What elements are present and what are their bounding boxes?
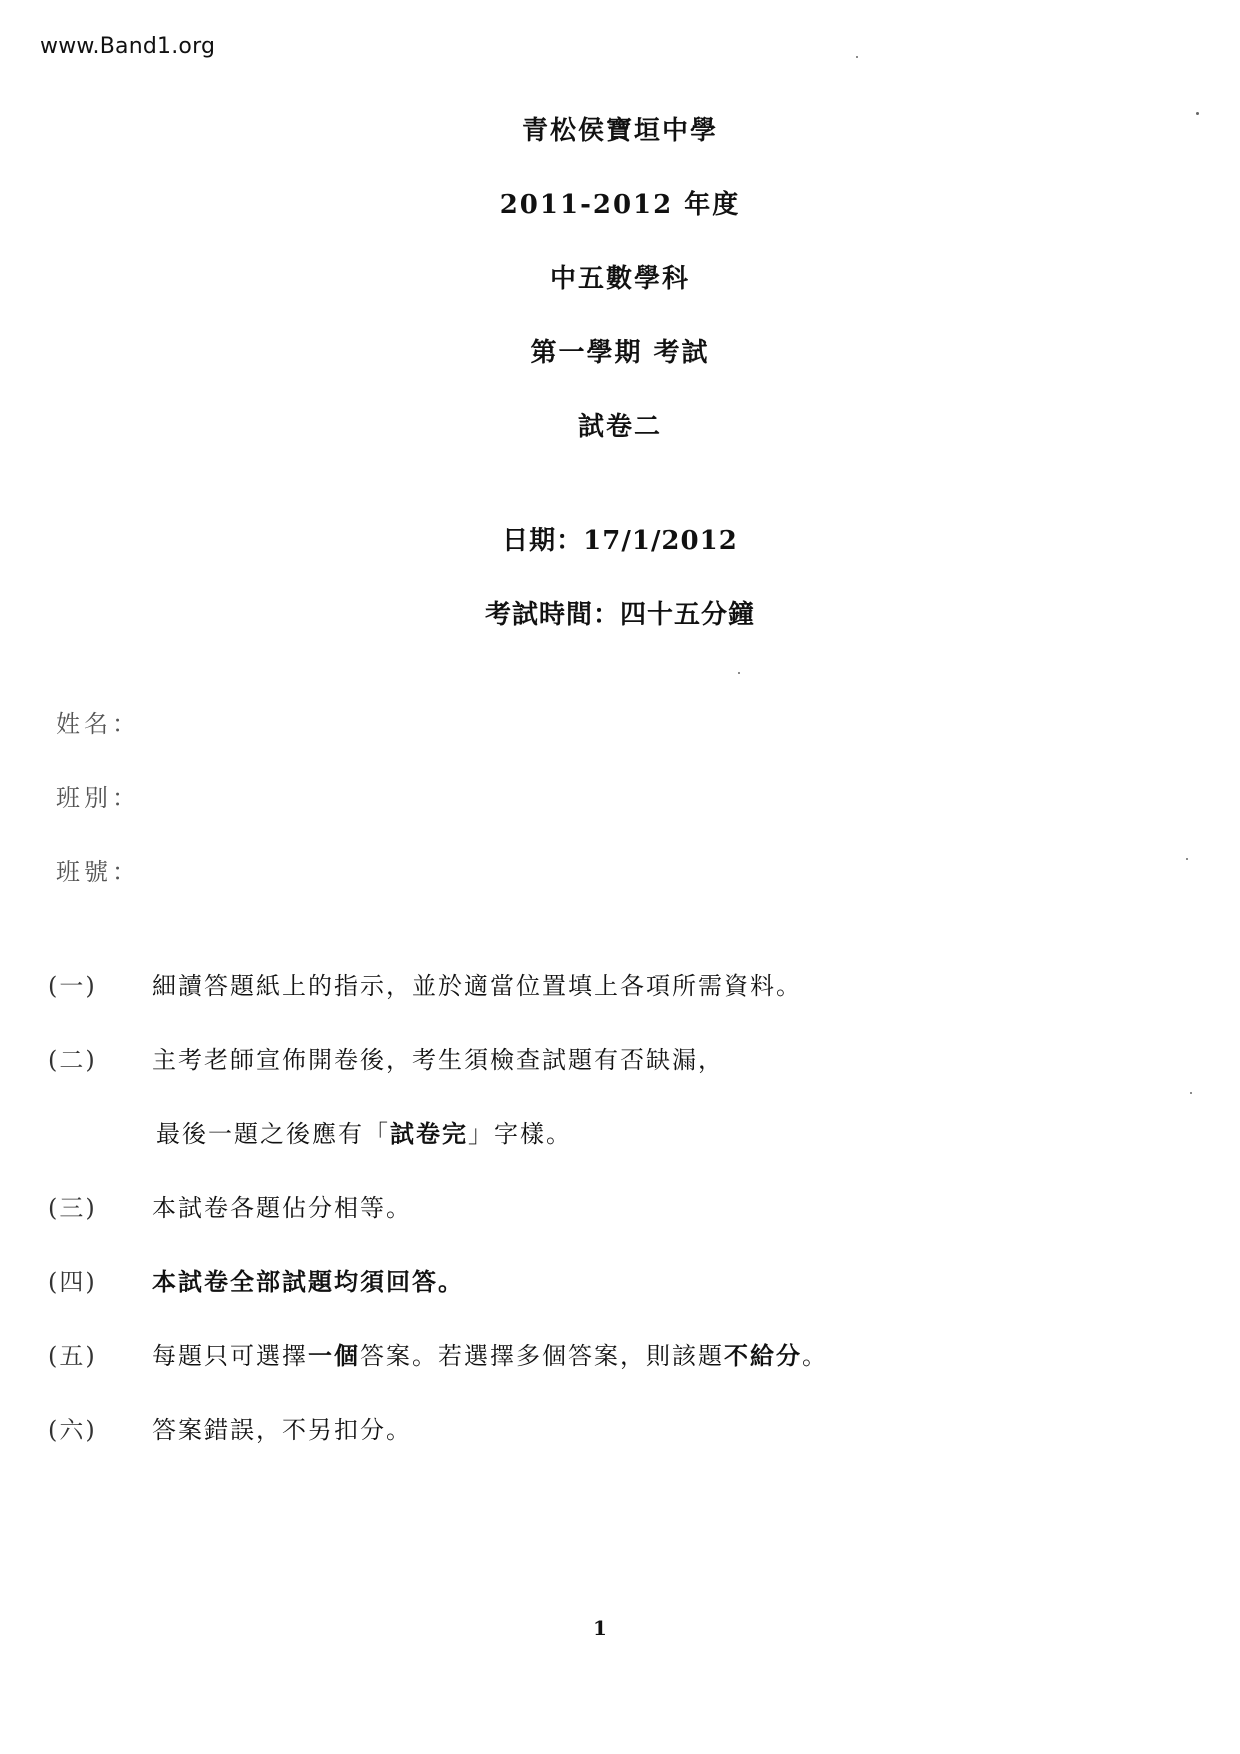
- instruction-text: 細讀答題紙上的指示，並於適當位置填上各項所需資料。: [152, 972, 802, 1000]
- scan-speck: [1196, 112, 1199, 115]
- instruction-text: 本試卷各題佔分相等。: [152, 1194, 412, 1222]
- instruction-6: [48, 1410, 412, 1445]
- instruction-text-part: 每題只可選擇: [152, 1342, 308, 1370]
- instruction-5: [48, 1336, 828, 1371]
- instruction-text-part: 。: [802, 1342, 828, 1370]
- instruction-text-bold: 不給分: [724, 1341, 802, 1370]
- instruction-number: (六): [48, 1416, 97, 1444]
- instruction-number: (二): [48, 1046, 97, 1074]
- page-number: 1: [593, 1616, 607, 1640]
- instruction-text-part: 答案。若選擇多個答案，則該題: [360, 1342, 724, 1370]
- paper-title: 試卷二: [577, 412, 662, 442]
- exam-term: 第一學期 考試: [530, 338, 710, 368]
- name-field-label: 姓名：: [56, 710, 140, 738]
- school-name: 青松侯寶垣中學: [521, 116, 718, 146]
- instruction-1: [48, 966, 802, 1001]
- instruction-text: 本試卷全部試題均須回答。: [152, 1267, 464, 1296]
- instruction-4: [48, 1262, 464, 1297]
- instruction-3: [48, 1188, 412, 1223]
- instruction-text-bold: 試卷完: [390, 1119, 468, 1148]
- instruction-number: (五): [48, 1342, 97, 1370]
- scan-speck: [1186, 858, 1188, 860]
- exam-date: 日期：17/1/2012: [502, 526, 738, 556]
- number-field-label: 班號：: [56, 858, 140, 886]
- instruction-number: (一): [48, 972, 97, 1000]
- instruction-number: (四): [48, 1268, 97, 1296]
- instruction-2-continued: [156, 1114, 572, 1149]
- instruction-text: 主考老師宣佈開卷後，考生須檢查試題有否缺漏，: [152, 1046, 724, 1074]
- watermark: www.Band1.org: [40, 34, 216, 59]
- instruction-number: (三): [48, 1194, 97, 1222]
- subject-title: 中五數學科: [549, 264, 690, 294]
- scan-speck: [738, 672, 740, 674]
- school-year: 2011-2012 年度: [499, 190, 741, 220]
- class-field-label: 班別：: [56, 784, 140, 812]
- scan-speck: [1190, 1092, 1192, 1094]
- instruction-text-part: 最後一題之後應有「: [156, 1120, 390, 1148]
- instruction-text-part: 」字樣。: [468, 1120, 572, 1148]
- exam-duration: 考試時間：四十五分鐘: [484, 600, 755, 630]
- instruction-text: 答案錯誤，不另扣分。: [152, 1416, 412, 1444]
- instruction-2: [48, 1040, 724, 1075]
- instruction-text-bold: 一個: [308, 1341, 360, 1370]
- scan-speck: [856, 56, 858, 58]
